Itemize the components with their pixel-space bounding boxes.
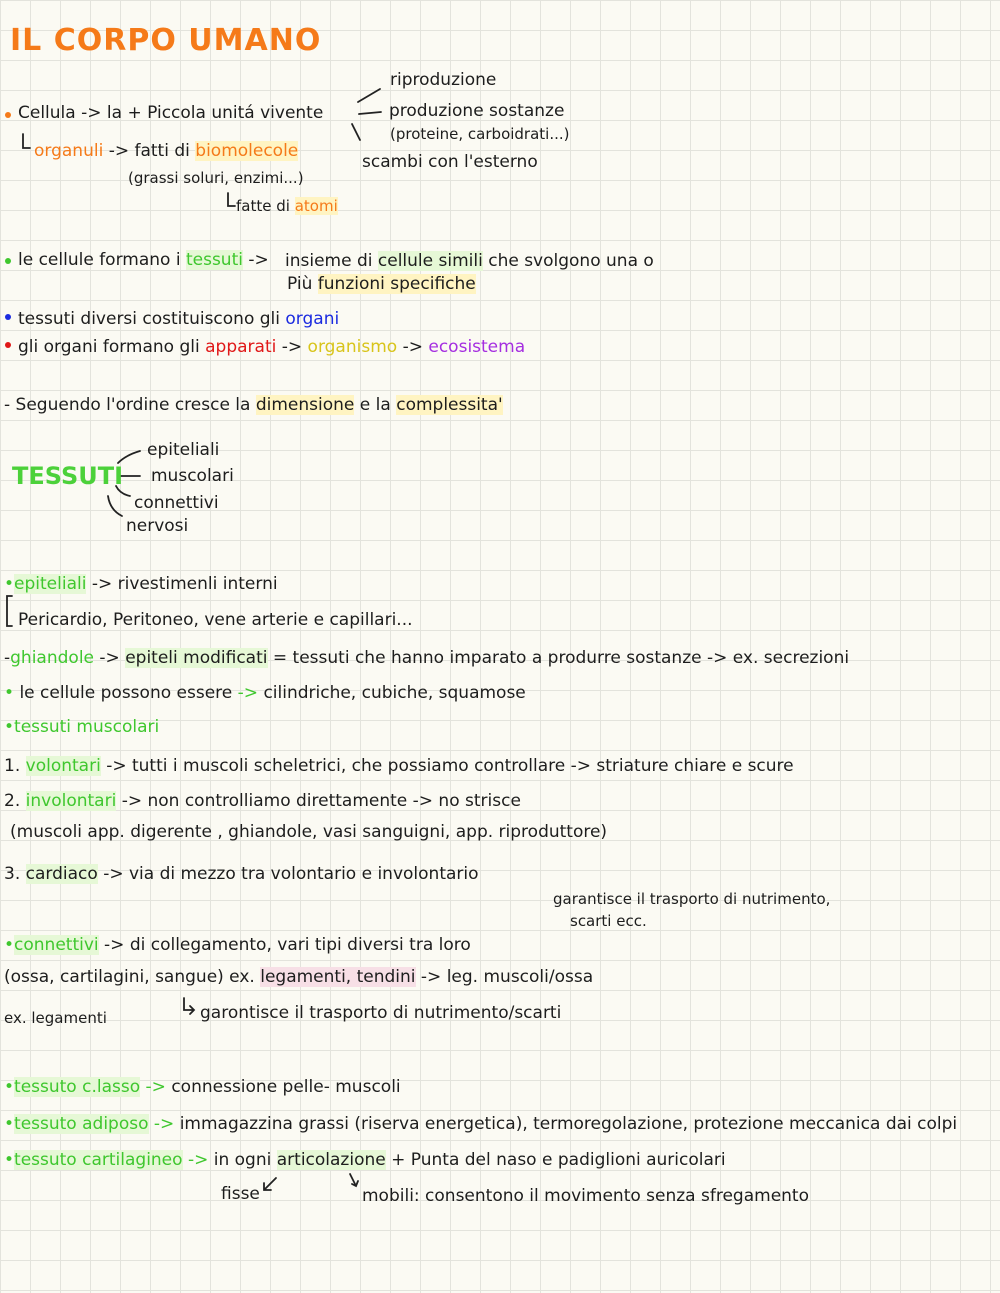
arrow: -> (153, 1114, 175, 1134)
connettivi-ossa: (ossa, cartilagini, sangue) ex. (4, 967, 255, 987)
connettivi-line: •connettivi -> di collegamento, vari tipi diversi tra loro (4, 935, 471, 955)
tessuto-adiposo-line: •tessuto adiposo -> immagazzina grassi (riserva energetica), termoregolazione, protezione meccanica dai colpi (4, 1114, 958, 1134)
branch-scambi: scambi con l'esterno (362, 152, 538, 172)
cellula-def: la + Piccola unitá vivente (106, 103, 324, 123)
cartilagineo-def-a: in ogni (213, 1150, 272, 1170)
tessuto-cartilagineo-line: •tessuto cartilagineo -> in ogni articolazione + Punta del naso e padiglioni auricolari (4, 1150, 726, 1170)
ghiandole-line (4, 648, 849, 668)
tessuto-lasso-def: connessione pelle- muscoli (171, 1077, 401, 1097)
organuli-line (34, 141, 298, 161)
tessuti-diagram-label: TESSUTI (12, 462, 124, 490)
page-title: IL CORPO UMANO (10, 23, 322, 58)
organi-term: organi (285, 309, 340, 329)
tessuto-lasso-term: tessuto c.lasso (14, 1077, 141, 1097)
tessuto-type-nervosi: nervosi (126, 516, 189, 536)
arrow: -> (81, 103, 102, 123)
branch-produzione: produzione sostanze (389, 101, 565, 121)
ghiandole-def: = tessuti che hanno imparato a produrre sostanze -> ex. secrezioni (272, 648, 850, 668)
atomi-term: atomi (294, 197, 338, 215)
epiteliali-def: -> rivestimenli interni (91, 574, 278, 594)
connettivi-ex: ex. legamenti (4, 1009, 107, 1027)
bullet-dot (5, 342, 11, 348)
num: 2. (4, 791, 21, 811)
tessuto-adiposo-term: tessuto adiposo (14, 1114, 149, 1134)
epiteli-modificati: epiteli modificati (125, 648, 268, 668)
branch-proteine: (proteine, carboidrati...) (390, 125, 570, 143)
dash: - (4, 648, 11, 668)
tessuti-line (18, 250, 269, 270)
epiteliali-term: epiteliali (14, 574, 87, 594)
ordine-mid: e la (359, 395, 391, 415)
legamenti-tendini: legamenti, tendini (260, 967, 416, 987)
cellule-line: • le cellule possono essere -> cilindriche, cubiche, squamose (4, 683, 526, 703)
muscolari-title-line: •tessuti muscolari (4, 717, 160, 737)
mobili-label: mobili: consentono il movimento senza sfregamento (362, 1186, 809, 1206)
fisse-label: fisse (221, 1184, 260, 1204)
volontari-line (4, 756, 794, 776)
connettivi-leg: -> leg. muscoli/ossa (420, 967, 594, 987)
ordine-line (4, 395, 503, 415)
involontari-def: -> non controlliamo direttamente -> no strisce (121, 791, 521, 811)
involontari-line (4, 791, 521, 811)
arrow: -> (99, 648, 120, 668)
involontari-term: involontari (25, 791, 117, 811)
cellule-simili: cellule simili (377, 251, 483, 271)
cellule-types: cilindriche, cubiche, squamose (263, 683, 526, 703)
cardiaco-def: -> via di mezzo tra volontario e involontario (103, 864, 479, 884)
ecosistema-term: ecosistema (428, 337, 526, 357)
piu: Più (287, 274, 313, 294)
fatte-line (236, 196, 338, 216)
tessuto-type-muscolari: muscolari (151, 466, 234, 486)
biomolecole-term: biomolecole (195, 141, 299, 161)
fatte-di: fatte di (236, 197, 290, 215)
arrow: -> (237, 683, 259, 703)
apparati-line (18, 337, 525, 357)
grassi-note: (grassi soluri, enzimi...) (128, 169, 304, 187)
ghiandole-term: ghiandole (10, 648, 94, 668)
cellula-term: Cellula (18, 103, 76, 123)
bullet-dot (5, 314, 11, 320)
side-note-1: garantisce il trasporto di nutrimento, (553, 890, 831, 908)
cartilagineo-def-c: + Punta del naso e padiglioni auricolari (391, 1150, 726, 1170)
tessuti-def-a: insieme di (285, 251, 373, 271)
volontari-def: -> tutti i muscoli scheletrici, che possiamo controllare -> striature chiare e scure (106, 756, 794, 776)
cellule-pre: le cellule possono essere (19, 683, 233, 703)
tessuto-adiposo-def: immagazzina grassi (riserva energetica), termoregolazione, protezione meccanica dai colpi (179, 1114, 958, 1134)
apparati-pre: gli organi formano gli (18, 337, 200, 357)
complessita-term: complessita' (396, 395, 503, 415)
articolazione-term: articolazione (276, 1150, 386, 1170)
organi-line (18, 309, 339, 329)
tessuto-type-connettivi: connettivi (134, 493, 219, 513)
cardiaco-line (4, 864, 479, 884)
connettivi-term: connettivi (14, 935, 99, 955)
funzioni-specifiche: funzioni specifiche (317, 274, 476, 294)
arrow: -> (281, 337, 303, 357)
tessuto-lasso-line: •tessuto c.lasso -> connessione pelle- muscoli (4, 1077, 401, 1097)
connettivi-def: -> di collegamento, vari tipi diversi tra loro (104, 935, 471, 955)
apparati-term: apparati (205, 337, 277, 357)
involontari-examples: (muscoli app. digerente , ghiandole, vasi sanguigni, app. riproduttore) (10, 822, 608, 842)
tessuto-type-epiteliali: epiteliali (147, 440, 220, 460)
num: 1. (4, 756, 21, 776)
tessuti-def-1 (285, 251, 654, 271)
organi-pre: tessuti diversi costituiscono gli (18, 309, 280, 329)
epiteliali-line: •epiteliali -> rivestimenli interni (4, 574, 278, 594)
arrow: -> (145, 1077, 166, 1097)
connettivi-line-2 (4, 967, 593, 987)
connettivi-sub: garontisce il trasporto di nutrimento/scarti (200, 1003, 562, 1023)
fatti-di: -> fatti di (108, 141, 190, 161)
cellula-line (18, 103, 323, 123)
organuli-term: organuli (34, 141, 104, 161)
arrow: -> (187, 1150, 209, 1170)
num: 3. (4, 864, 21, 884)
tessuti-term: tessuti (185, 250, 243, 270)
tessuti-def-c: che svolgono una o (488, 251, 654, 271)
epiteliali-examples: Pericardio, Peritoneo, vene arterie e capillari... (18, 610, 413, 630)
dimensione-term: dimensione (255, 395, 355, 415)
side-note-2: scarti ecc. (570, 912, 647, 930)
organismo-term: organismo (307, 337, 398, 357)
arrow: -> (402, 337, 423, 357)
tessuti-def-2 (287, 274, 476, 294)
branch-riproduzione: riproduzione (390, 70, 497, 90)
tessuto-cartilagineo-term: tessuto cartilagineo (14, 1150, 183, 1170)
ordine-pre: - Seguendo l'ordine cresce la (4, 395, 251, 415)
cardiaco-term: cardiaco (25, 864, 98, 884)
tessuti-pre: le cellule formano i (18, 250, 181, 270)
volontari-term: volontari (25, 756, 101, 776)
bullet-dot (5, 112, 11, 118)
muscolari-title: tessuti muscolari (14, 717, 160, 737)
bullet-dot (5, 258, 11, 264)
arrow: -> (248, 250, 269, 270)
